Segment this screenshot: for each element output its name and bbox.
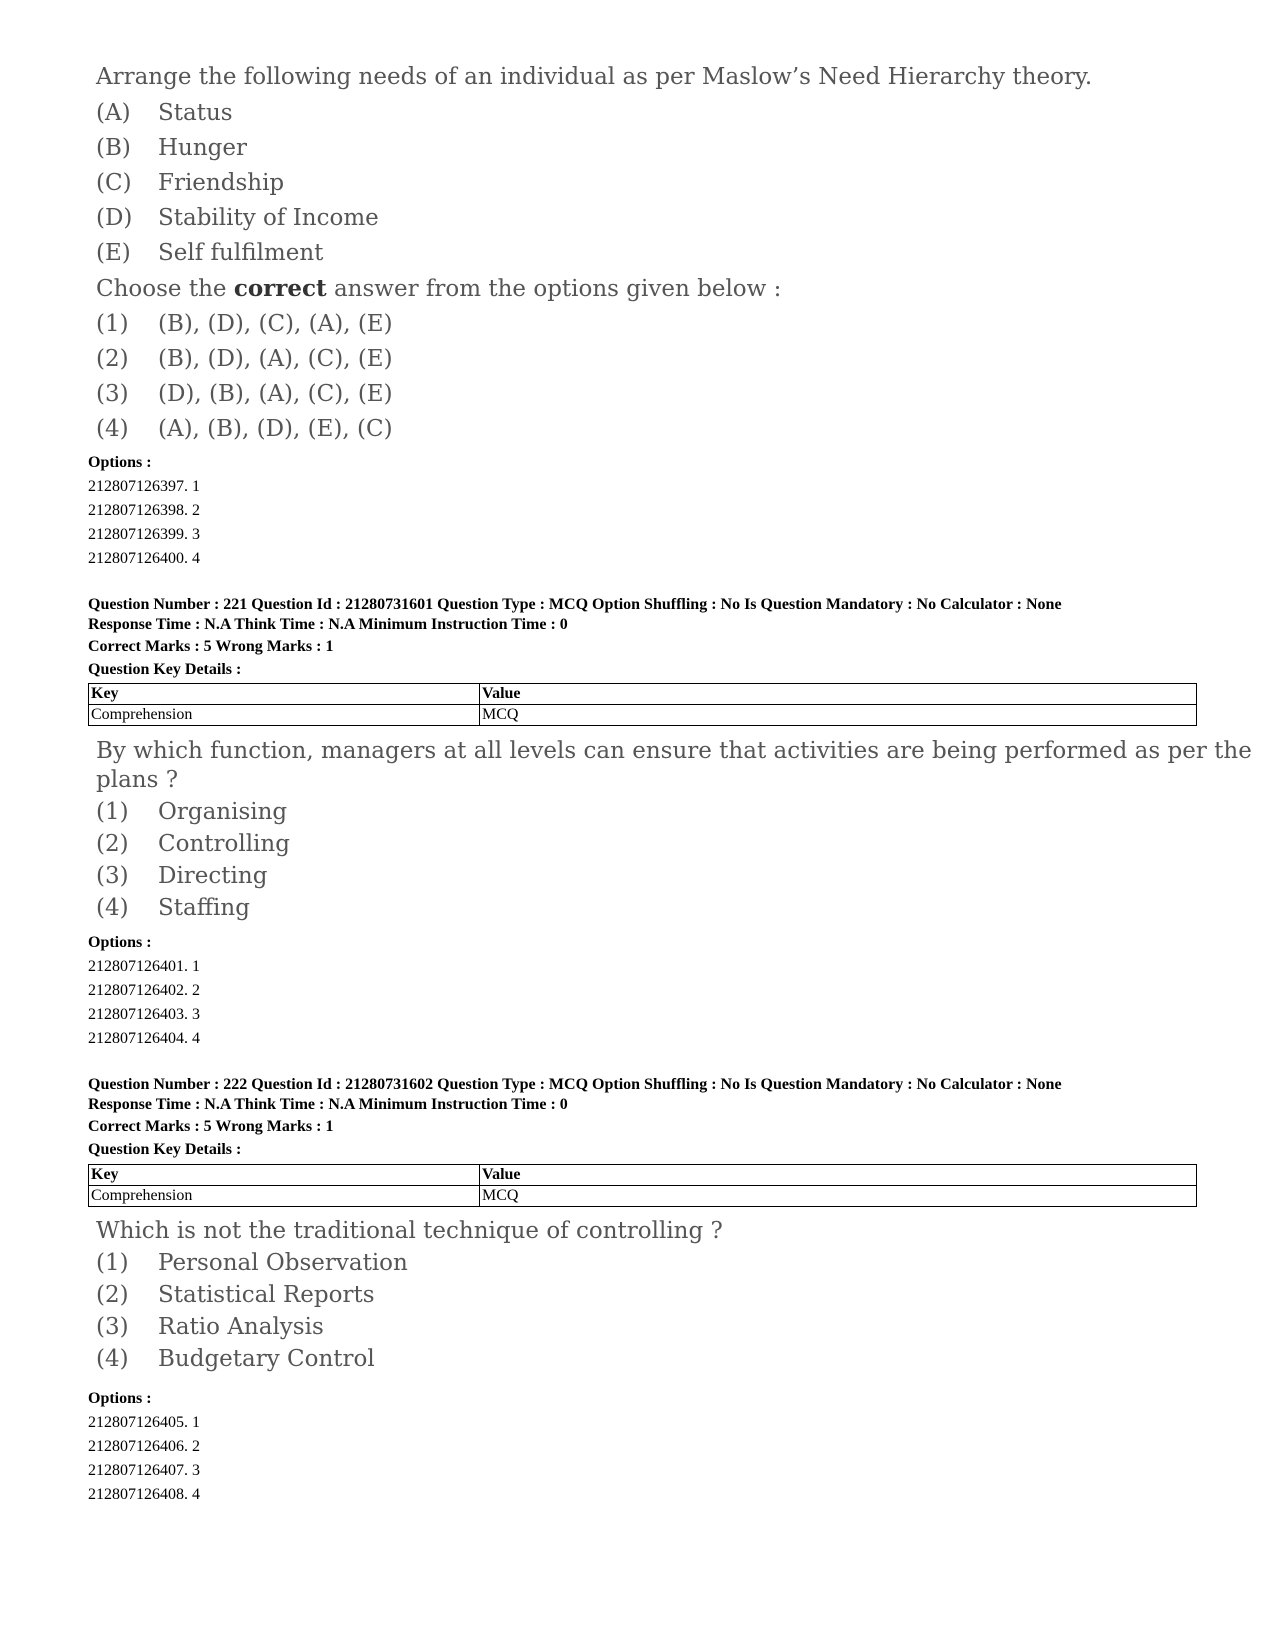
item-text: Friendship: [158, 170, 285, 196]
answer-choice: [96, 1348, 723, 1371]
question-meta-line1: Question Number : 221 Question Id : 21280731601 Question Type : MCQ Option Shuffling : No Is Question Mandatory : No Calculator : None: [88, 596, 1062, 613]
option-entry: 212807126408. 4: [88, 1486, 200, 1503]
answer-choice: [96, 348, 1092, 371]
table-row: [89, 705, 1197, 726]
question-222-image: [96, 1220, 723, 1371]
option-entry: 212807126407. 3: [88, 1462, 200, 1479]
question-220-image: [96, 66, 1092, 441]
question-meta-line1: Question Number : 222 Question Id : 21280731602 Question Type : MCQ Option Shuffling : No Is Question Mandatory : No Calculator : None: [88, 1076, 1062, 1093]
key-details-heading: Question Key Details :: [88, 661, 242, 678]
answer-choice: [96, 1252, 723, 1275]
options-heading: Options :: [88, 934, 152, 951]
options-heading: Options :: [88, 454, 152, 471]
choose-instruction: [96, 277, 1092, 301]
answer-choice: [96, 833, 1252, 856]
choice-label: (4): [96, 895, 129, 921]
table-header-row: [89, 684, 1197, 705]
choice-text: Staffing: [158, 895, 250, 921]
answer-choice: [96, 865, 1252, 888]
answer-choice: [96, 383, 1092, 406]
choice-text: Statistical Reports: [158, 1282, 375, 1308]
choice-text: (B), (D), (C), (A), (E): [158, 311, 393, 337]
answer-choice: [96, 801, 1252, 824]
choice-text: Directing: [158, 863, 268, 889]
item-text: Status: [158, 100, 233, 126]
choice-text: Budgetary Control: [158, 1346, 375, 1372]
choice-label: (2): [96, 831, 129, 857]
table-header-key: Key: [89, 684, 480, 705]
need-item: [96, 242, 1092, 265]
choice-label: (3): [96, 381, 129, 407]
choice-label: (1): [96, 1250, 129, 1276]
table-row: [89, 1186, 1197, 1207]
option-entry: 212807126398. 2: [88, 502, 200, 519]
answer-choice: [96, 418, 1092, 441]
choice-text: (A), (B), (D), (E), (C): [158, 416, 393, 442]
option-entry: 212807126401. 1: [88, 958, 200, 975]
choice-label: (4): [96, 416, 129, 442]
choice-text: Controlling: [158, 831, 290, 857]
item-text: Self fulfilment: [158, 240, 324, 266]
option-entry: 212807126402. 2: [88, 982, 200, 999]
question-stem-line1: By which function, managers at all levels can ensure that activities are being performed as per the: [96, 738, 1252, 764]
options-block: [88, 1387, 200, 1507]
table-header-row: [89, 1165, 1197, 1186]
item-label: (E): [96, 240, 131, 266]
need-item: [96, 102, 1092, 125]
option-entry: 212807126405. 1: [88, 1414, 200, 1431]
options-block: [88, 931, 200, 1051]
options-block: [88, 451, 200, 571]
answer-choice: [96, 897, 1252, 920]
answer-choices: [96, 801, 1252, 920]
key-details-heading: Question Key Details :: [88, 1141, 242, 1158]
choice-text: Organising: [158, 799, 288, 825]
option-entry: 212807126397. 1: [88, 478, 200, 495]
table-header-key: Key: [89, 1165, 480, 1186]
table-cell-key: Comprehension: [89, 705, 480, 726]
item-label: (B): [96, 135, 131, 161]
choose-text-pre: Choose the: [96, 276, 234, 302]
choice-label: (1): [96, 799, 129, 825]
need-list: [96, 102, 1092, 265]
item-label: (C): [96, 170, 132, 196]
item-text: Stability of Income: [158, 205, 379, 231]
option-entry: 212807126403. 3: [88, 1006, 200, 1023]
option-entry: 212807126406. 2: [88, 1438, 200, 1455]
need-item: [96, 137, 1092, 160]
choose-text-bold: correct: [233, 275, 327, 302]
choice-label: (2): [96, 346, 129, 372]
need-item: [96, 207, 1092, 230]
choice-label: (4): [96, 1346, 129, 1372]
item-label: (D): [96, 205, 133, 231]
table-cell-value: MCQ: [480, 1186, 1197, 1207]
question-meta: [88, 595, 1062, 635]
answer-choice: [96, 1316, 723, 1339]
question-meta-line2: Response Time : N.A Think Time : N.A Minimum Instruction Time : 0: [88, 1096, 568, 1113]
question-221-image: [96, 740, 1252, 920]
option-entry: 212807126404. 4: [88, 1030, 200, 1047]
choose-text-post: answer from the options given below :: [326, 276, 782, 302]
question-stem-line2: plans ?: [96, 767, 179, 793]
need-item: [96, 172, 1092, 195]
item-label: (A): [96, 100, 131, 126]
answer-choice: [96, 313, 1092, 336]
question-meta: [88, 1075, 1062, 1115]
choice-label: (1): [96, 311, 129, 337]
choice-text: Personal Observation: [158, 1250, 408, 1276]
question-stem: Arrange the following needs of an individual as per Maslow’s Need Hierarchy theory.: [96, 64, 1093, 90]
table-header-value: Value: [480, 684, 1197, 705]
key-details-table: [88, 683, 1197, 726]
option-entry: 212807126400. 4: [88, 550, 200, 567]
choice-label: (3): [96, 863, 129, 889]
table-header-value: Value: [480, 1165, 1197, 1186]
option-entry: 212807126399. 3: [88, 526, 200, 543]
options-heading: Options :: [88, 1390, 152, 1407]
answer-choices: [96, 313, 1092, 441]
question-meta-line2: Response Time : N.A Think Time : N.A Minimum Instruction Time : 0: [88, 616, 568, 633]
choice-text: (D), (B), (A), (C), (E): [158, 381, 393, 407]
answer-choices: [96, 1252, 723, 1371]
choice-label: (2): [96, 1282, 129, 1308]
question-stem: Which is not the traditional technique of controlling ?: [96, 1218, 723, 1244]
item-text: Hunger: [158, 135, 248, 161]
marks-line: Correct Marks : 5 Wrong Marks : 1: [88, 638, 334, 655]
table-cell-value: MCQ: [480, 705, 1197, 726]
choice-text: Ratio Analysis: [158, 1314, 324, 1340]
key-details-table: [88, 1164, 1197, 1207]
choice-text: (B), (D), (A), (C), (E): [158, 346, 393, 372]
answer-choice: [96, 1284, 723, 1307]
choice-label: (3): [96, 1314, 129, 1340]
marks-line: Correct Marks : 5 Wrong Marks : 1: [88, 1118, 334, 1135]
table-cell-key: Comprehension: [89, 1186, 480, 1207]
